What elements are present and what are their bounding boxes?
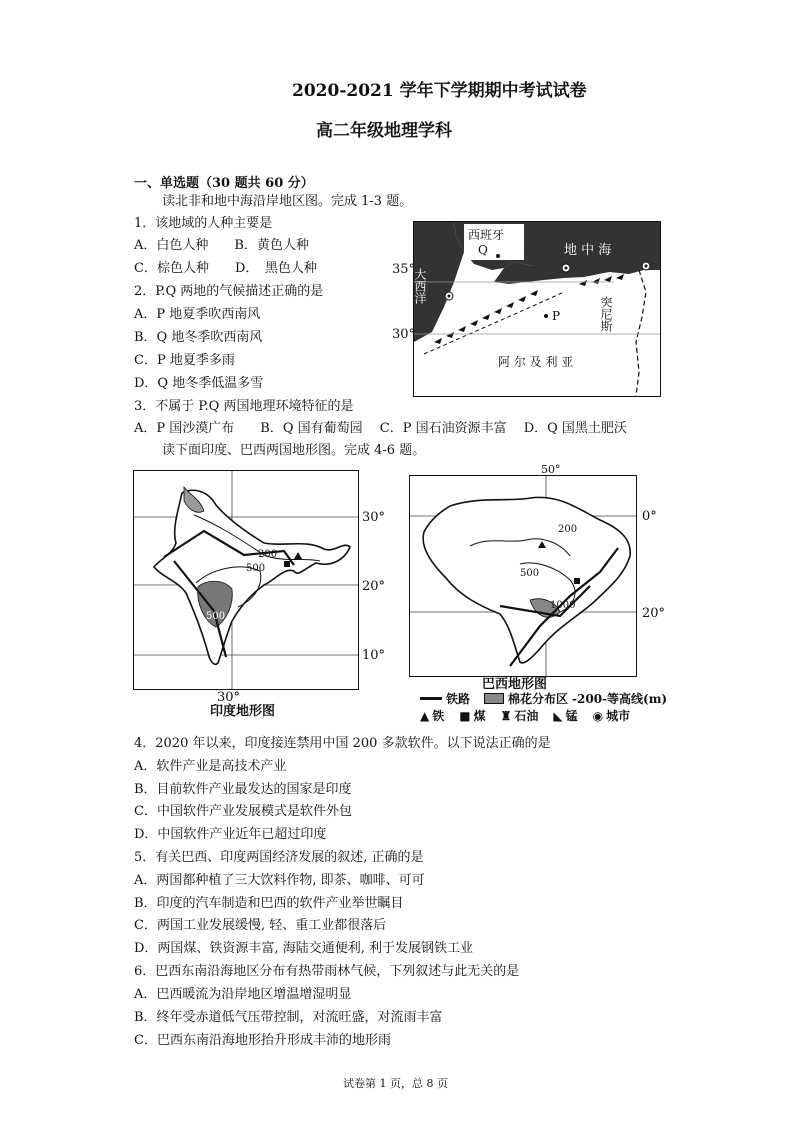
legend-contour: -200-等高线(m) xyxy=(572,692,668,706)
legend-row-2 xyxy=(420,707,630,724)
brazil-lon-50: 50° xyxy=(541,463,561,476)
india-lat-10: 10° xyxy=(362,648,386,663)
legend-row-1 xyxy=(420,690,667,707)
legend-coal: 煤 xyxy=(473,709,486,723)
railway-legend-symbol xyxy=(420,697,442,700)
q3-options: A．P 国沙漠广布 B．Q 国有葡萄园 C．P 国石油资源丰富 D．Q 国黑土肥沃 xyxy=(134,421,627,436)
q6-option-b: B．终年受赤道低气压带控制，对流旺盛，对流雨丰富 xyxy=(134,1010,443,1025)
section-heading: 一、单选题（30 题共 60 分） xyxy=(134,176,314,191)
q2-option-c: C．P 地夏季多雨 xyxy=(134,353,235,368)
india-lon-label: 30° xyxy=(217,690,241,705)
na-lat-35: 35° xyxy=(392,262,416,277)
q2-option-a: A．P 地夏季吹西南风 xyxy=(134,307,261,322)
label-algeria: 阿 尔 及 利 亚 xyxy=(498,355,574,369)
north-africa-map-svg xyxy=(414,222,660,396)
p-point xyxy=(544,314,548,318)
q5-option-d: D．两国煤、铁资源丰富, 海陆交通便利, 利于发展钢铁工业 xyxy=(134,941,473,956)
manganese-legend-icon: ◣ xyxy=(553,708,563,723)
legend-cotton: 棉花分布区 xyxy=(508,692,569,706)
q6-stem: 6．巴西东南沿海地区分布有热带雨林气候，下列叙述与此无关的是 xyxy=(134,964,520,979)
coal-legend-icon: ■ xyxy=(459,708,471,723)
india-lat-30: 30° xyxy=(362,510,386,525)
q4-option-d: D．中国软件产业近年已超过印度 xyxy=(134,827,327,842)
atlas-mountains xyxy=(434,274,624,344)
q5-stem: 5．有关巴西、印度两国经济发展的叙述, 正确的是 xyxy=(134,850,424,865)
q4-option-c: C．中国软件产业发展模式是软件外包 xyxy=(134,804,352,819)
india-label-200: 200 xyxy=(258,549,278,560)
q5-option-b: B．印度的汽车制造和巴西的软件产业举世瞩目 xyxy=(134,896,404,911)
q-point xyxy=(496,254,500,258)
brazil-label-200: 200 xyxy=(558,524,578,535)
india-map-svg xyxy=(134,471,358,689)
q5-option-c: C．两国工业发展缓慢, 轻、重工业都很落后 xyxy=(134,918,387,933)
coal-symbol xyxy=(284,561,290,567)
legend-railway: 铁路 xyxy=(446,692,471,706)
legend-iron: 铁 xyxy=(432,709,445,723)
q1-options-ab: A．白色人种 B．黄色人种 xyxy=(134,238,309,253)
legend-city: 城市 xyxy=(606,709,631,723)
q4-option-b: B．目前软件产业最发达的国家是印度 xyxy=(134,782,352,797)
brazil-outline xyxy=(423,497,630,663)
brazil-map-svg xyxy=(410,476,636,676)
na-lat-30: 30° xyxy=(392,327,416,342)
label-q: Q xyxy=(478,243,488,257)
brazil-coal-symbol xyxy=(574,578,580,584)
brazil-label-1000: 1000 xyxy=(550,600,576,611)
label-spain: 西班牙 xyxy=(468,228,505,242)
q1-stem: 1．该地域的人种主要是 xyxy=(134,216,273,231)
india-outline xyxy=(154,490,350,664)
exam-subtitle: 高二年级地理学科 xyxy=(316,121,452,141)
intro-4-6: 读下面印度、巴西两国地形图。完成 4-6 题。 xyxy=(162,443,426,458)
india-lat-20: 20° xyxy=(362,579,386,594)
legend-oil: 石油 xyxy=(514,709,539,723)
north-africa-map xyxy=(413,221,661,397)
legend-mn: 锰 xyxy=(565,709,578,723)
q5-option-a: A．两国都种植了三大饮料作物, 即茶、咖啡、可可 xyxy=(134,873,425,888)
q2-option-b: B．Q 地冬季吹西南风 xyxy=(134,330,263,345)
q6-option-a: A．巴西暖流为沿岸地区增温增湿明显 xyxy=(134,987,352,1002)
exam-title: 2020-2021 学年下学期期中考试试卷 xyxy=(292,81,587,101)
india-map xyxy=(133,470,359,690)
q4-stem: 4．2020 年以来，印度接连禁用中国 200 多款软件。以下说法正确的是 xyxy=(134,736,551,751)
india-label-500b: 500 xyxy=(206,611,226,622)
q2-stem: 2．P.Q 两地的气候描述正确的是 xyxy=(134,284,324,299)
label-mediterranean: 地 中 海 xyxy=(564,243,612,258)
india-map-caption: 印度地形图 xyxy=(210,704,276,719)
label-tunisia: 突尼斯 xyxy=(599,296,613,332)
q1-options-cd: C．棕色人种 D． 黑色人种 xyxy=(134,261,317,276)
intro-1-3: 读北非和地中海沿岸地区图。完成 1-3 题。 xyxy=(162,194,413,209)
brazil-map xyxy=(409,475,637,677)
q4-option-a: A．软件产业是高技术产业 xyxy=(134,759,287,774)
label-p: P xyxy=(552,309,561,323)
q6-option-c: C．巴西东南沿海地形抬升形成丰沛的地形雨 xyxy=(134,1033,391,1048)
brazil-lat-20: 20° xyxy=(642,606,666,621)
q3-stem: 3．不属于 P.Q 两国地理环境特征的是 xyxy=(134,399,354,414)
iron-legend-icon: ▲ xyxy=(420,708,430,723)
cotton-legend-symbol xyxy=(484,693,504,704)
brazil-lat-0: 0° xyxy=(642,509,657,524)
tunisia-border xyxy=(636,270,646,396)
page-footer: 试卷第 1 页，总 8 页 xyxy=(343,1077,448,1090)
city-legend-icon: ◉ xyxy=(592,708,604,723)
brazil-label-500: 500 xyxy=(520,568,540,579)
q2-option-d: D．Q 地冬季低温多雪 xyxy=(134,376,264,391)
oil-legend-icon: ♜ xyxy=(500,708,512,723)
india-label-500a: 500 xyxy=(246,563,266,574)
label-atlantic: 大西洋 xyxy=(414,268,427,304)
brazil-map-caption: 巴西地形图 xyxy=(482,677,548,692)
